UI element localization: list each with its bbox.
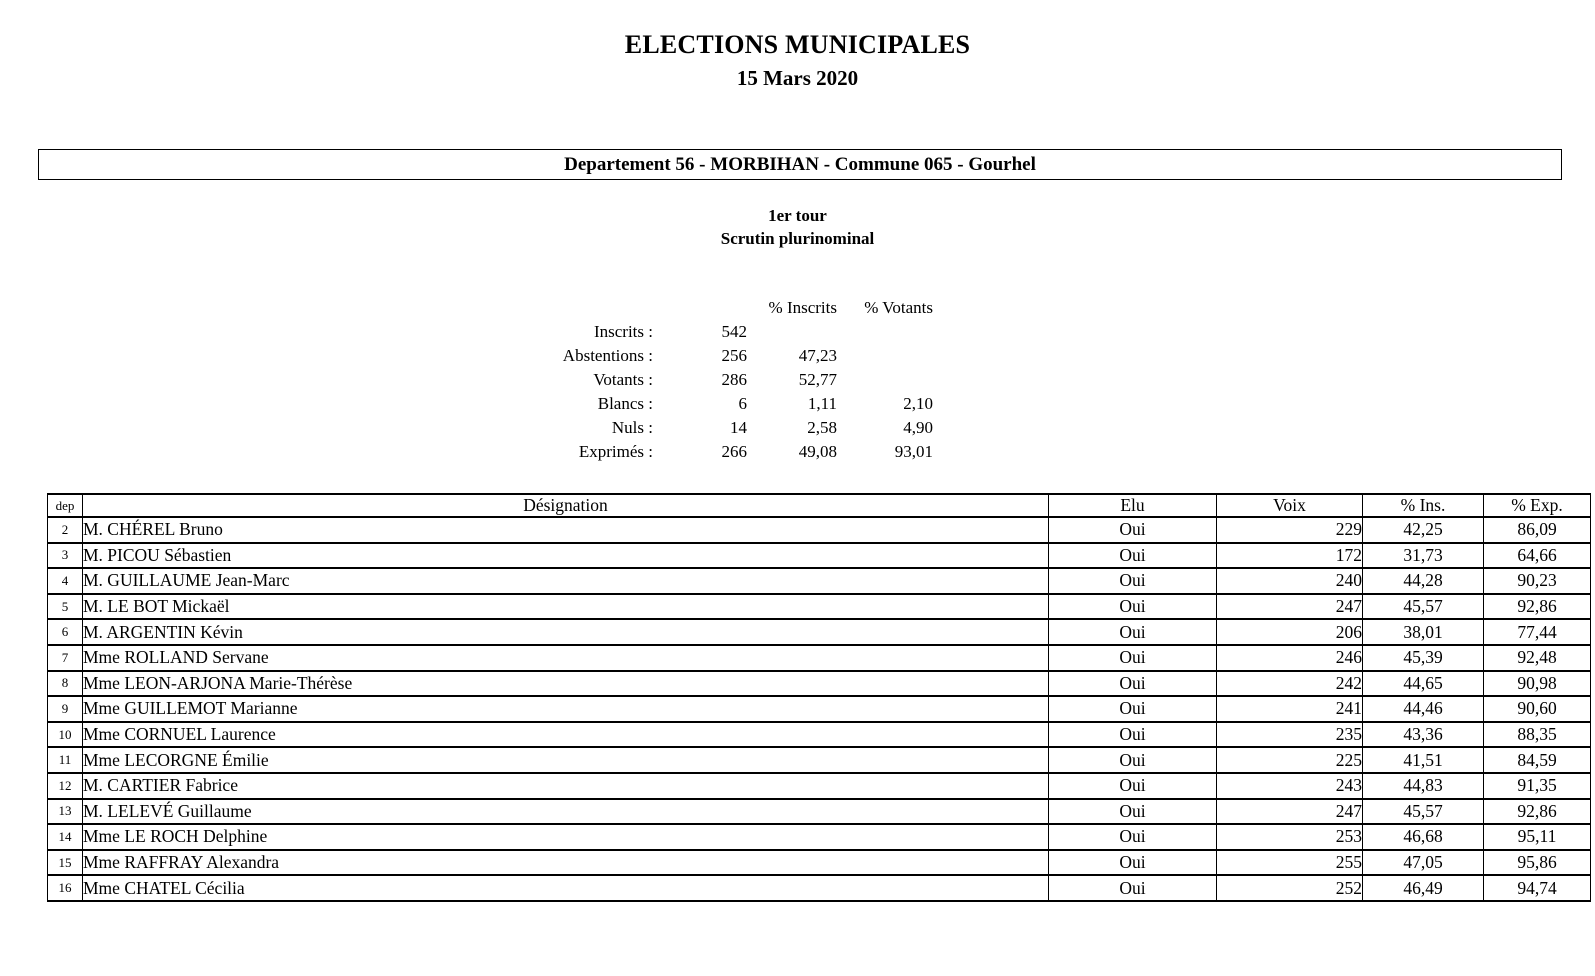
candidate-voix: 243 [1217,773,1363,799]
summary-body [373,320,933,464]
candidate-voix: 253 [1217,824,1363,850]
candidate-name: M. PICOU Sébastien [83,543,1049,569]
col-header-voix: Voix [1217,494,1363,517]
summary-label: Exprimés : [578,442,653,461]
summary-value: 256 [721,346,747,365]
candidate-dep: 2 [48,517,83,543]
summary-pct-inscrits: 2,58 [807,418,837,437]
candidate-pct-exp: 95,11 [1484,824,1591,850]
summary-pct-inscrits: 52,77 [798,370,837,389]
col-header-dep: dep [48,494,83,517]
summary-row [373,344,933,368]
candidate-pct-ins: 31,73 [1363,543,1484,569]
candidate-elu: Oui [1049,543,1217,569]
summary-pct-votants [837,344,933,368]
candidate-voix: 206 [1217,619,1363,645]
candidate-dep: 12 [48,773,83,799]
summary-row [373,320,933,344]
summary-label: Votants : [593,370,653,389]
summary-pct-inscrits: 47,23 [798,346,837,365]
candidate-elu: Oui [1049,747,1217,773]
summary-label: Abstentions : [562,346,653,365]
candidate-pct-exp: 64,66 [1484,543,1591,569]
candidate-voix: 252 [1217,875,1363,901]
candidate-pct-ins: 46,68 [1363,824,1484,850]
candidate-pct-exp: 94,74 [1484,875,1591,901]
candidate-pct-exp: 90,98 [1484,671,1591,697]
candidate-pct-ins: 41,51 [1363,747,1484,773]
table-row [48,722,1591,748]
summary-pct-votants [837,368,933,392]
table-row [48,875,1591,901]
candidate-pct-ins: 45,57 [1363,799,1484,825]
table-row [48,696,1591,722]
summary-col-header-inscrits: % Inscrits [768,298,837,317]
candidate-name: Mme RAFFRAY Alexandra [83,850,1049,876]
round-line1: 1er tour [768,206,827,225]
candidate-pct-ins: 45,57 [1363,594,1484,620]
candidate-voix: 246 [1217,645,1363,671]
summary-row [373,440,933,464]
summary-label: Blancs : [597,394,653,413]
round-block [0,204,1595,250]
candidate-elu: Oui [1049,594,1217,620]
table-row [48,799,1591,825]
candidate-dep: 13 [48,799,83,825]
candidate-voix: 240 [1217,568,1363,594]
summary-label: Nuls : [611,418,653,437]
candidate-pct-exp: 77,44 [1484,619,1591,645]
candidate-pct-ins: 38,01 [1363,619,1484,645]
col-header-pct-ins: % Ins. [1363,494,1484,517]
table-row [48,850,1591,876]
candidate-dep: 14 [48,824,83,850]
table-row [48,594,1591,620]
summary-header-row [373,296,933,320]
candidate-dep: 3 [48,543,83,569]
candidate-pct-exp: 86,09 [1484,517,1591,543]
summary-pct-votants: 4,90 [903,418,933,437]
candidate-dep: 9 [48,696,83,722]
candidate-pct-ins: 44,65 [1363,671,1484,697]
candidate-name: Mme ROLLAND Servane [83,645,1049,671]
candidate-dep: 6 [48,619,83,645]
candidate-voix: 242 [1217,671,1363,697]
results-table-wrap [47,493,1591,902]
candidate-pct-ins: 46,49 [1363,875,1484,901]
results-table [47,493,1591,902]
candidate-voix: 172 [1217,543,1363,569]
candidate-pct-ins: 42,25 [1363,517,1484,543]
summary-header-spacer-2 [653,296,747,320]
participation-summary [373,296,933,464]
candidate-pct-exp: 88,35 [1484,722,1591,748]
candidate-pct-exp: 92,48 [1484,645,1591,671]
candidate-name: Mme LECORGNE Émilie [83,747,1049,773]
col-header-pct-exp: % Exp. [1484,494,1591,517]
candidate-elu: Oui [1049,799,1217,825]
table-row [48,645,1591,671]
candidate-elu: Oui [1049,619,1217,645]
candidate-pct-ins: 44,83 [1363,773,1484,799]
candidate-pct-ins: 45,39 [1363,645,1484,671]
summary-pct-votants [837,320,933,344]
candidate-pct-exp: 92,86 [1484,594,1591,620]
round-line2: Scrutin plurinominal [720,229,875,248]
candidate-name: M. CARTIER Fabrice [83,773,1049,799]
candidate-name: Mme CHATEL Cécilia [83,875,1049,901]
candidate-pct-ins: 44,28 [1363,568,1484,594]
candidate-dep: 10 [48,722,83,748]
table-row [48,543,1591,569]
summary-label: Inscrits : [593,322,653,341]
summary-value: 14 [730,418,747,437]
candidate-voix: 241 [1217,696,1363,722]
summary-row [373,368,933,392]
table-row [48,747,1591,773]
candidate-pct-exp: 95,86 [1484,850,1591,876]
summary-pct-inscrits: 49,08 [798,442,837,461]
candidate-voix: 247 [1217,594,1363,620]
summary-col-header-votants: % Votants [864,298,933,317]
table-row [48,824,1591,850]
candidate-pct-exp: 90,23 [1484,568,1591,594]
col-header-designation: Désignation [83,494,1049,517]
table-row [48,773,1591,799]
candidate-dep: 16 [48,875,83,901]
candidate-name: M. ARGENTIN Kévin [83,619,1049,645]
page-title: ELECTIONS MUNICIPALES [624,30,971,59]
table-row [48,517,1591,543]
candidate-pct-exp: 84,59 [1484,747,1591,773]
summary-value: 6 [738,394,747,413]
candidate-pct-exp: 92,86 [1484,799,1591,825]
candidate-elu: Oui [1049,773,1217,799]
candidate-name: Mme GUILLEMOT Marianne [83,696,1049,722]
summary-value: 266 [721,442,747,461]
table-row [48,671,1591,697]
candidate-name: M. CHÉREL Bruno [83,517,1049,543]
summary-header-spacer-1 [373,296,653,320]
candidate-pct-ins: 43,36 [1363,722,1484,748]
candidate-name: M. LELEVÉ Guillaume [83,799,1049,825]
candidate-pct-ins: 44,46 [1363,696,1484,722]
summary-pct-inscrits [747,320,837,344]
summary-row [373,416,933,440]
candidate-elu: Oui [1049,696,1217,722]
table-row [48,568,1591,594]
page-date: 15 Mars 2020 [736,66,859,90]
candidate-dep: 8 [48,671,83,697]
candidate-elu: Oui [1049,850,1217,876]
results-header-row [48,494,1591,517]
candidate-elu: Oui [1049,568,1217,594]
candidate-voix: 255 [1217,850,1363,876]
candidate-elu: Oui [1049,645,1217,671]
candidate-name: Mme LE ROCH Delphine [83,824,1049,850]
candidate-name: M. GUILLAUME Jean-Marc [83,568,1049,594]
col-header-elu: Elu [1049,494,1217,517]
title-block [0,31,1595,90]
candidate-voix: 247 [1217,799,1363,825]
candidate-dep: 11 [48,747,83,773]
candidate-name: Mme LEON-ARJONA Marie-Thérèse [83,671,1049,697]
summary-pct-votants: 93,01 [894,442,933,461]
candidate-pct-exp: 90,60 [1484,696,1591,722]
candidate-voix: 229 [1217,517,1363,543]
candidate-elu: Oui [1049,824,1217,850]
candidate-elu: Oui [1049,671,1217,697]
commune-banner [38,149,1562,180]
candidate-elu: Oui [1049,875,1217,901]
candidate-pct-ins: 47,05 [1363,850,1484,876]
commune-banner-text: Departement 56 - MORBIHAN - Commune 065 - Gourhel [564,154,1036,175]
candidate-elu: Oui [1049,517,1217,543]
candidate-name: M. LE BOT Mickaël [83,594,1049,620]
candidate-voix: 235 [1217,722,1363,748]
candidate-elu: Oui [1049,722,1217,748]
candidate-voix: 225 [1217,747,1363,773]
candidate-dep: 4 [48,568,83,594]
summary-pct-inscrits: 1,11 [807,394,837,413]
table-row [48,619,1591,645]
candidate-pct-exp: 91,35 [1484,773,1591,799]
summary-value: 286 [721,370,747,389]
candidate-dep: 15 [48,850,83,876]
summary-value: 542 [721,322,747,341]
summary-row [373,392,933,416]
candidate-dep: 5 [48,594,83,620]
candidate-name: Mme CORNUEL Laurence [83,722,1049,748]
candidate-dep: 7 [48,645,83,671]
summary-pct-votants: 2,10 [903,394,933,413]
